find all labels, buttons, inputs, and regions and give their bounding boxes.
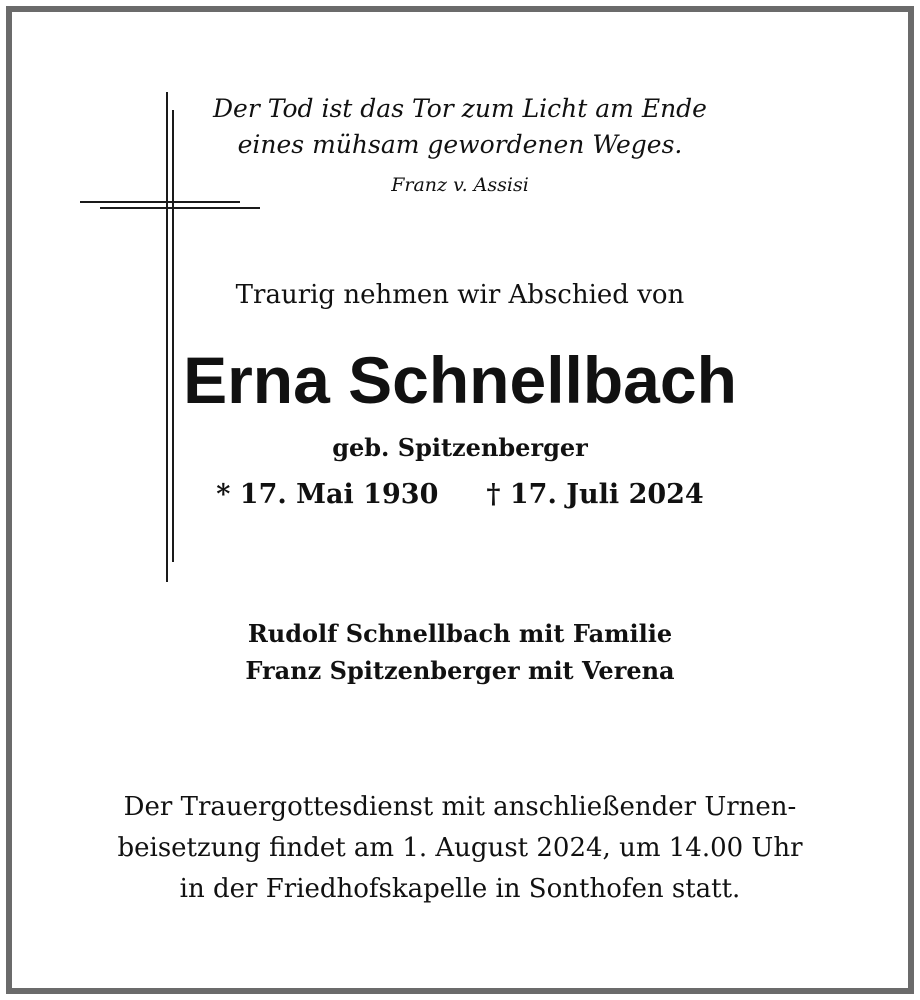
death-date: † 17. Juli 2024 bbox=[486, 479, 704, 510]
quote-line-2: eines mühsam gewordenen Weges. bbox=[237, 130, 683, 159]
birth-date: * 17. Mai 1930 bbox=[216, 479, 439, 510]
service-notice-line-1: Der Trauergottesdienst mit anschließender Urnen- bbox=[123, 792, 797, 822]
maiden-name: geb. Spitzenberger bbox=[332, 433, 588, 462]
cross-horizontal-line-1 bbox=[80, 201, 240, 203]
life-dates bbox=[80, 476, 840, 514]
cross-horizontal-line-2 bbox=[100, 207, 260, 209]
quote-author: Franz v. Assisi bbox=[391, 174, 529, 196]
quote-line-1: Der Tod ist das Tor zum Licht am Ende bbox=[213, 94, 707, 123]
mourner-line-2: Franz Spitzenberger mit Verena bbox=[245, 656, 675, 685]
deceased-name: Erna Schnellbach bbox=[183, 343, 737, 417]
mourner-line-1: Rudolf Schnellbach mit Familie bbox=[247, 619, 673, 648]
intro-text: Traurig nehmen wir Abschied von bbox=[235, 280, 685, 310]
service-notice-line-2: beisetzung findet am 1. August 2024, um 14.00 Uhr bbox=[117, 833, 803, 863]
service-notice-line-3: in der Friedhofskapelle in Sonthofen statt. bbox=[179, 874, 741, 904]
